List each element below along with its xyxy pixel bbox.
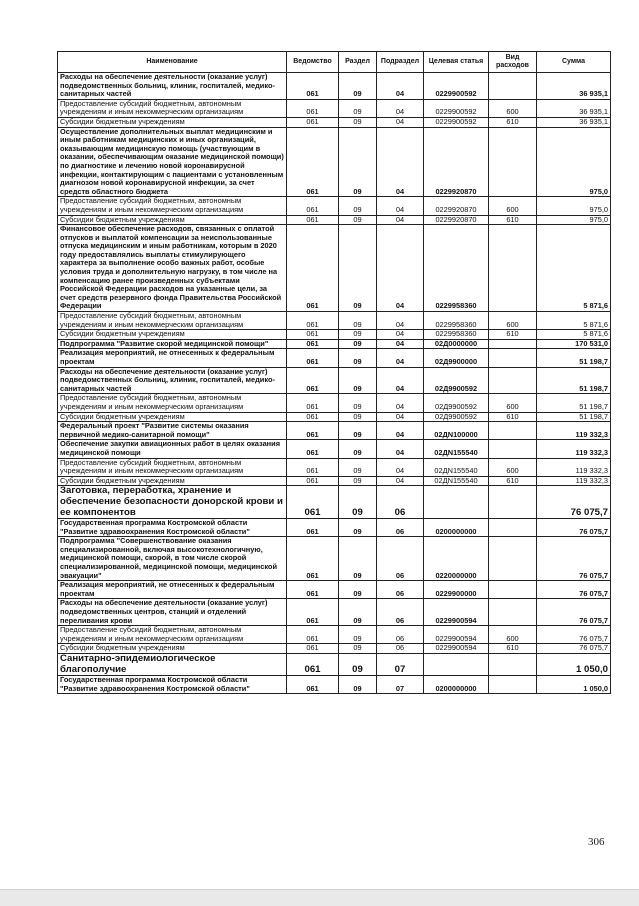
cell-department: 061: [287, 599, 339, 626]
cell-expense-type: [489, 581, 537, 599]
cell-department: 061: [287, 537, 339, 581]
cell-name: Заготовка, переработка, хранение и обеспечение безопасности донорской крови и ее компонентов: [58, 486, 287, 519]
cell-subsection: 04: [377, 127, 424, 197]
cell-target: 02Д9900592: [424, 394, 489, 412]
cell-sum: 76 075,7: [537, 644, 611, 654]
cell-section: 09: [339, 215, 377, 225]
cell-section: 09: [339, 422, 377, 440]
header-expense-type: Вид расходов: [489, 52, 537, 73]
cell-target: 02Д0000000: [424, 339, 489, 349]
cell-name: Субсидии бюджетным учреждениям: [58, 412, 287, 422]
cell-section: 09: [339, 599, 377, 626]
cell-section: 09: [339, 486, 377, 519]
cell-subsection: 06: [377, 626, 424, 644]
cell-target: 0200000000: [424, 519, 489, 537]
scan-bottom-strip: [0, 889, 639, 906]
cell-section: 09: [339, 73, 377, 100]
cell-subsection: 04: [377, 412, 424, 422]
cell-expense-type: 610: [489, 215, 537, 225]
cell-section: 09: [339, 476, 377, 486]
budget-table: [57, 51, 611, 694]
table-row: [58, 117, 611, 127]
cell-department: 061: [287, 225, 339, 312]
cell-department: 061: [287, 117, 339, 127]
cell-sum: 51 198,7: [537, 412, 611, 422]
cell-section: 09: [339, 225, 377, 312]
cell-sum: 36 935,1: [537, 73, 611, 100]
table-header-row: [58, 52, 611, 73]
table-row: [58, 537, 611, 581]
cell-department: 061: [287, 367, 339, 394]
header-subsection: Подраздел: [377, 52, 424, 73]
cell-department: 061: [287, 412, 339, 422]
cell-name: Субсидии бюджетным учреждениям: [58, 215, 287, 225]
table-row: [58, 312, 611, 330]
cell-expense-type: [489, 519, 537, 537]
cell-target: 0229900592: [424, 73, 489, 100]
cell-sum: 5 871,6: [537, 330, 611, 340]
cell-sum: 119 332,3: [537, 458, 611, 476]
cell-sum: 5 871,6: [537, 312, 611, 330]
cell-sum: 51 198,7: [537, 349, 611, 367]
cell-expense-type: [489, 127, 537, 197]
cell-target: 0220000000: [424, 537, 489, 581]
table-row: [58, 349, 611, 367]
cell-target: 0229900592: [424, 117, 489, 127]
table-row: [58, 581, 611, 599]
cell-department: 061: [287, 486, 339, 519]
cell-expense-type: 610: [489, 412, 537, 422]
cell-expense-type: 610: [489, 330, 537, 340]
cell-section: 09: [339, 440, 377, 458]
cell-expense-type: [489, 225, 537, 312]
cell-name: Реализация мероприятий, не отнесенных к федеральным проектам: [58, 581, 287, 599]
cell-target: [424, 486, 489, 519]
cell-section: 09: [339, 394, 377, 412]
cell-name: Расходы на обеспечение деятельности (оказание услуг) подведомственных больниц, клиник, госпиталей, медико-санитарных частей: [58, 367, 287, 394]
cell-sum: 1 050,0: [537, 654, 611, 676]
cell-department: 061: [287, 73, 339, 100]
cell-subsection: 04: [377, 312, 424, 330]
cell-target: 02ДN155540: [424, 476, 489, 486]
cell-department: 061: [287, 330, 339, 340]
cell-name: Осуществление дополнительных выплат медицинским и иным работникам медицинских и иных организаций, оказывающим медицинскую помощь (участвующим в оказании, обеспечивающим оказание медицинской помощи) по диагностике и лечению новой коронавирусной инфекции, контактирующим с пациентами с установленным диагнозом новой коронавирусной инфекции, за счет средств областного бюджета: [58, 127, 287, 197]
cell-section: 09: [339, 626, 377, 644]
cell-sum: 975,0: [537, 215, 611, 225]
cell-expense-type: [489, 537, 537, 581]
cell-sum: 76 075,7: [537, 599, 611, 626]
header-name: Наименование: [58, 52, 287, 73]
table-row: [58, 73, 611, 100]
cell-section: 09: [339, 458, 377, 476]
table-row: [58, 440, 611, 458]
cell-sum: 76 075,7: [537, 486, 611, 519]
cell-name: Расходы на обеспечение деятельности (оказание услуг) подведомственных больниц, клиник, госпиталей, медико-санитарных частей: [58, 73, 287, 100]
cell-expense-type: [489, 654, 537, 676]
cell-name: Субсидии бюджетным учреждениям: [58, 644, 287, 654]
cell-target: 0229958360: [424, 225, 489, 312]
cell-subsection: 04: [377, 422, 424, 440]
cell-subsection: 04: [377, 394, 424, 412]
cell-name: Федеральный проект "Развитие системы оказания первичной медико-санитарной помощи": [58, 422, 287, 440]
cell-sum: 51 198,7: [537, 367, 611, 394]
header-target: Целевая статья: [424, 52, 489, 73]
cell-expense-type: 600: [489, 458, 537, 476]
table-row: [58, 225, 611, 312]
cell-name: Субсидии бюджетным учреждениям: [58, 330, 287, 340]
cell-subsection: 06: [377, 581, 424, 599]
cell-target: 0229900592: [424, 99, 489, 117]
table-row: [58, 486, 611, 519]
cell-expense-type: [489, 73, 537, 100]
table-row: [58, 394, 611, 412]
cell-section: 09: [339, 519, 377, 537]
cell-subsection: 04: [377, 440, 424, 458]
cell-sum: 119 332,3: [537, 476, 611, 486]
cell-department: 061: [287, 127, 339, 197]
cell-subsection: 04: [377, 99, 424, 117]
cell-section: 09: [339, 127, 377, 197]
cell-section: 09: [339, 197, 377, 215]
cell-name: Обеспечение закупки авиационных работ в целях оказания медицинской помощи: [58, 440, 287, 458]
cell-section: 09: [339, 99, 377, 117]
cell-name: Реализация мероприятий, не отнесенных к федеральным проектам: [58, 349, 287, 367]
table-row: [58, 676, 611, 694]
cell-expense-type: 600: [489, 312, 537, 330]
cell-target: 0229900000: [424, 581, 489, 599]
cell-expense-type: 610: [489, 476, 537, 486]
header-sum: Сумма: [537, 52, 611, 73]
cell-section: 09: [339, 330, 377, 340]
cell-expense-type: [489, 367, 537, 394]
page-number: 306: [588, 836, 605, 848]
cell-expense-type: 600: [489, 394, 537, 412]
table-row: [58, 99, 611, 117]
cell-target: 0229900594: [424, 599, 489, 626]
cell-subsection: 04: [377, 225, 424, 312]
cell-sum: 36 935,1: [537, 99, 611, 117]
cell-sum: 1 050,0: [537, 676, 611, 694]
cell-subsection: 04: [377, 330, 424, 340]
cell-subsection: 06: [377, 519, 424, 537]
cell-department: 061: [287, 458, 339, 476]
header-department: Ведомство: [287, 52, 339, 73]
cell-expense-type: [489, 599, 537, 626]
table-row: [58, 367, 611, 394]
cell-target: 0200000000: [424, 676, 489, 694]
cell-subsection: 04: [377, 458, 424, 476]
cell-expense-type: [489, 422, 537, 440]
cell-subsection: 07: [377, 676, 424, 694]
cell-subsection: 06: [377, 599, 424, 626]
cell-section: 09: [339, 412, 377, 422]
cell-department: 061: [287, 519, 339, 537]
cell-name: Государственная программа Костромской области "Развитие здравоохранения Костромской области": [58, 519, 287, 537]
cell-target: 0229920870: [424, 197, 489, 215]
cell-name: Предоставление субсидий бюджетным, автономным учреждениям и иным некоммерческим организациям: [58, 626, 287, 644]
cell-expense-type: [489, 676, 537, 694]
cell-expense-type: [489, 349, 537, 367]
cell-expense-type: 610: [489, 644, 537, 654]
cell-target: 0229958360: [424, 312, 489, 330]
cell-name: Предоставление субсидий бюджетным, автономным учреждениям и иным некоммерческим организациям: [58, 312, 287, 330]
cell-target: 02Д9900592: [424, 367, 489, 394]
cell-target: 0229900594: [424, 644, 489, 654]
cell-department: 061: [287, 197, 339, 215]
cell-subsection: 04: [377, 197, 424, 215]
cell-department: 061: [287, 626, 339, 644]
cell-department: 061: [287, 312, 339, 330]
cell-target: 02ДN100000: [424, 422, 489, 440]
cell-sum: 119 332,3: [537, 422, 611, 440]
cell-subsection: 04: [377, 73, 424, 100]
cell-sum: 5 871,6: [537, 225, 611, 312]
cell-expense-type: 610: [489, 117, 537, 127]
cell-section: 09: [339, 367, 377, 394]
cell-name: Предоставление субсидий бюджетным, автономным учреждениям и иным некоммерческим организациям: [58, 99, 287, 117]
cell-department: 061: [287, 349, 339, 367]
cell-name: Субсидии бюджетным учреждениям: [58, 476, 287, 486]
header-section: Раздел: [339, 52, 377, 73]
cell-name: Расходы на обеспечение деятельности (оказание услуг) подведомственных центров, станций и отделений переливания крови: [58, 599, 287, 626]
cell-department: 061: [287, 215, 339, 225]
cell-name: Субсидии бюджетным учреждениям: [58, 117, 287, 127]
cell-name: Подпрограмма "Развитие скорой медицинской помощи": [58, 339, 287, 349]
cell-section: 09: [339, 349, 377, 367]
cell-expense-type: [489, 440, 537, 458]
cell-sum: 975,0: [537, 197, 611, 215]
cell-department: 061: [287, 440, 339, 458]
cell-section: 09: [339, 654, 377, 676]
cell-section: 09: [339, 117, 377, 127]
cell-department: 061: [287, 654, 339, 676]
cell-department: 061: [287, 99, 339, 117]
cell-target: 02ДN155540: [424, 440, 489, 458]
cell-target: 0229920870: [424, 127, 489, 197]
cell-sum: 170 531,0: [537, 339, 611, 349]
cell-target: [424, 654, 489, 676]
cell-sum: 76 075,7: [537, 626, 611, 644]
cell-name: Предоставление субсидий бюджетным, автономным учреждениям и иным некоммерческим организациям: [58, 458, 287, 476]
cell-department: 061: [287, 422, 339, 440]
cell-name: Государственная программа Костромской области "Развитие здравоохранения Костромской области": [58, 676, 287, 694]
cell-sum: 76 075,7: [537, 581, 611, 599]
table-row: [58, 654, 611, 676]
cell-expense-type: [489, 486, 537, 519]
table-row: [58, 197, 611, 215]
cell-section: 09: [339, 312, 377, 330]
cell-name: Подпрограмма "Совершенствование оказания специализированной, включая высокотехнологичную, медицинской помощи, скорой, в том числе скорой специализированной, медицинской помощи, медицинской эвакуации": [58, 537, 287, 581]
cell-department: 061: [287, 581, 339, 599]
cell-target: 02Д9900592: [424, 412, 489, 422]
cell-section: 09: [339, 537, 377, 581]
cell-sum: 36 935,1: [537, 117, 611, 127]
table-row: [58, 626, 611, 644]
cell-target: 0229920870: [424, 215, 489, 225]
cell-target: 02ДN155540: [424, 458, 489, 476]
cell-department: 061: [287, 339, 339, 349]
cell-department: 061: [287, 476, 339, 486]
cell-name: Финансовое обеспечение расходов, связанных с оплатой отпусков и выплатой компенсации за неиспользованные отпуска медицинским и иным работникам, которым в 2020 году предоставлялись выплаты стимулирующего характера за выполнение особо важных работ, особые условия труда и дополнительную нагрузку, в том числе на компенсацию ранее произведенных субъектами Российской Федерации расходов на указанные цели, за счет средств резервного фонда Правительства Российской Федерации: [58, 225, 287, 312]
cell-subsection: 07: [377, 654, 424, 676]
cell-expense-type: 600: [489, 197, 537, 215]
table-row: [58, 519, 611, 537]
cell-subsection: 04: [377, 476, 424, 486]
table-row: [58, 599, 611, 626]
cell-name: Санитарно-эпидемиологическое благополучие: [58, 654, 287, 676]
cell-department: 061: [287, 394, 339, 412]
cell-subsection: 06: [377, 486, 424, 519]
cell-department: 061: [287, 676, 339, 694]
cell-target: 0229900594: [424, 626, 489, 644]
cell-sum: 119 332,3: [537, 440, 611, 458]
cell-subsection: 04: [377, 349, 424, 367]
table-row: [58, 330, 611, 340]
cell-subsection: 04: [377, 339, 424, 349]
cell-target: 02Д9900000: [424, 349, 489, 367]
cell-section: 09: [339, 676, 377, 694]
cell-section: 09: [339, 581, 377, 599]
cell-section: 09: [339, 339, 377, 349]
cell-subsection: 06: [377, 644, 424, 654]
cell-expense-type: 600: [489, 99, 537, 117]
cell-sum: 76 075,7: [537, 519, 611, 537]
cell-sum: 975,0: [537, 127, 611, 197]
cell-name: Предоставление субсидий бюджетным, автономным учреждениям и иным некоммерческим организациям: [58, 394, 287, 412]
table-body: [58, 73, 611, 694]
cell-sum: 76 075,7: [537, 537, 611, 581]
table-row: [58, 127, 611, 197]
cell-subsection: 06: [377, 537, 424, 581]
cell-subsection: 04: [377, 215, 424, 225]
cell-expense-type: 600: [489, 626, 537, 644]
cell-name: Предоставление субсидий бюджетным, автономным учреждениям и иным некоммерческим организациям: [58, 197, 287, 215]
cell-subsection: 04: [377, 367, 424, 394]
cell-subsection: 04: [377, 117, 424, 127]
cell-expense-type: [489, 339, 537, 349]
cell-section: 09: [339, 644, 377, 654]
cell-department: 061: [287, 644, 339, 654]
table-row: [58, 422, 611, 440]
table-row: [58, 458, 611, 476]
cell-target: 0229958360: [424, 330, 489, 340]
cell-sum: 51 198,7: [537, 394, 611, 412]
